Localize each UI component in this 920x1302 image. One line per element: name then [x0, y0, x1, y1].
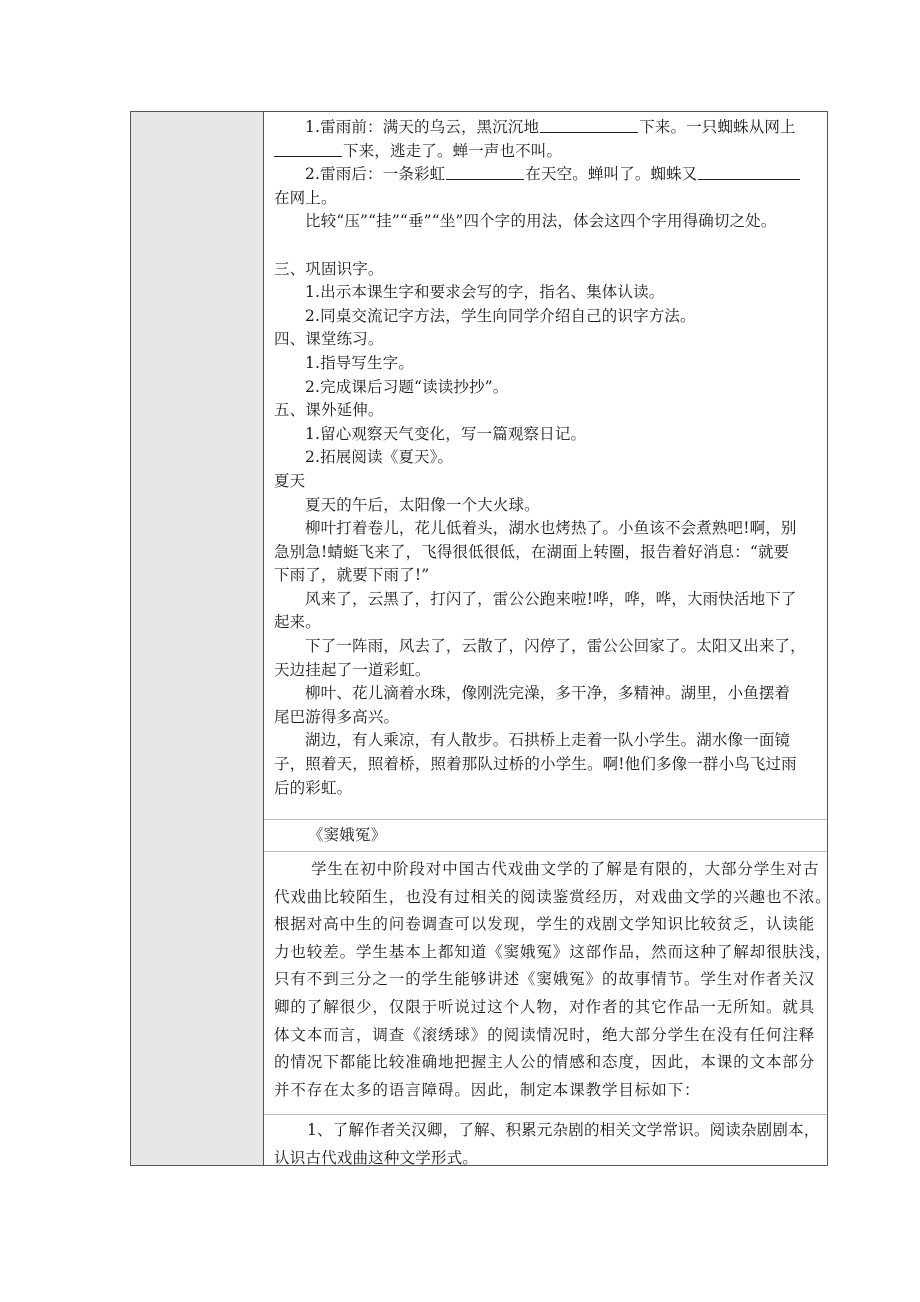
section-5-item-1: 1.留心观察天气变化，写一篇观察日记。 — [305, 424, 587, 443]
analysis-line: 学生在初中阶段对中国古代戏曲文学的了解是有限的，大部分学生对古 — [311, 860, 820, 878]
fill-blank-1[interactable] — [540, 131, 638, 133]
fill-blank-2[interactable] — [274, 155, 342, 157]
section-5-item-2: 2.拓展阅读《夏天》。 — [305, 448, 454, 467]
analysis-paragraph — [274, 856, 832, 1104]
play-title: 《窦娥冤》 — [308, 826, 387, 844]
section-3-heading: 三、巩固识字。 — [274, 259, 384, 278]
summer-line: 子，照着天，照着桥，照着那队过桥的小学生。啊!他们多像一群小鸟飞过雨 — [274, 755, 797, 774]
summer-line: 风来了，云黑了，打闪了，雷公公跑来啦!哗，哗，哗，大雨快活地下了 — [305, 589, 797, 608]
fill-blank-4[interactable] — [698, 178, 800, 180]
summer-line: 湖边，有人乘凉，有人散步。石拱桥上走着一队小学生。湖水像一面镜 — [305, 731, 791, 750]
goal-line: 1、了解作者关汉卿，了解、积累元杂剧的相关文学常识。阅读杂剧剧本， — [307, 1121, 820, 1139]
summer-line: 天边挂起了一道彩虹。 — [274, 660, 431, 679]
text-segment: 下来，逃走了。蝉一声也不叫。 — [343, 141, 563, 160]
goal-line: 认识古代戏曲这种文学形式。 — [274, 1148, 479, 1167]
analysis-line: 根据对高中生的问卷调查可以发现，学生的戏剧文学知识比较贫乏，认读能 — [274, 915, 816, 934]
table-label-column — [131, 112, 264, 1165]
exercise-line-1 — [274, 116, 827, 140]
summer-line: 柳叶打着卷儿，花儿低着头，湖水也烤热了。小鱼该不会煮熟吧!啊，别 — [305, 519, 797, 538]
summer-line: 夏天的午后，太阳像一个大火球。 — [305, 495, 540, 514]
analysis-line: 只有不到三分之一的学生能够讲述《窦娥冤》的故事情节。学生对作者关汉 — [274, 970, 816, 989]
analysis-line: 的情况下都能比较准确地把握主人公的情感和态度，因此，本课的文本部分 — [274, 1053, 816, 1072]
summer-line: 柳叶、花儿滴着水珠，像刚洗完澡，多干净，多精神。湖里，小鱼摆着 — [305, 684, 791, 703]
section-3-item-1: 1.出示本课生字和要求会写的字，指名、集体认读。 — [305, 283, 665, 302]
goals-paragraph — [274, 1117, 819, 1172]
summer-line: 急别急!蜻蜓飞来了，飞得很低很低，在湖面上转圈，报告着好消息：“就要 — [274, 542, 790, 561]
summer-line: 起来。 — [274, 613, 321, 632]
analysis-line: 力也较差。学生基本上都知道《窦娥冤》这部作品，然而这种了解却很肤浅， — [274, 942, 832, 961]
fill-blank-3[interactable] — [446, 178, 524, 180]
row-divider — [264, 819, 827, 820]
analysis-line: 体文本而言，调查《滚绣球》的阅读情况时，绝大部分学生在没有任何注释 — [274, 1025, 816, 1044]
text-segment: 在天空。蝉叫了。蜘蛛又 — [525, 165, 698, 184]
analysis-line: 并不存在太多的语言障碍。因此，制定本课教学目标如下： — [274, 1080, 701, 1099]
section-4-item-2: 2.完成课后习题“读读抄抄”。 — [305, 377, 509, 396]
text-segment: 1.雷雨前：满天的乌云，黑沉沉地 — [305, 118, 540, 136]
summer-line: 后的彩虹。 — [274, 778, 353, 797]
summer-title: 夏天 — [274, 471, 306, 490]
exercise-line-3 — [274, 163, 827, 187]
summer-line: 下了一阵雨，风去了，云散了，闪停了，雷公公回家了。太阳又出来了， — [305, 637, 806, 656]
analysis-line: 代戏曲比较陌生，也没有过相关的阅读鉴赏经历，对戏曲文学的兴趣也不浓。 — [274, 887, 832, 906]
comparison-line: 比较“压”“挂”“垂”“坐”四个字的用法，体会这四个字用得确切之处。 — [305, 212, 777, 231]
row-divider — [264, 1114, 827, 1115]
spacer — [274, 234, 827, 258]
section-5-heading: 五、课外延伸。 — [274, 401, 384, 420]
summer-line: 下雨了，就要下雨了!” — [274, 566, 430, 585]
section-3-item-2: 2.同桌交流记字方法，学生向同学介绍自己的识字方法。 — [305, 306, 696, 325]
table-content-cell — [264, 112, 832, 1167]
exercise-line-2 — [274, 140, 827, 164]
section-4-heading: 四、课堂练习。 — [274, 330, 384, 349]
text-segment: 2.雷雨后：一条彩虹 — [305, 165, 446, 184]
row-divider — [264, 851, 827, 852]
lesson-table — [130, 111, 832, 1167]
section-4-item-1: 1.指导写生字。 — [305, 353, 414, 372]
analysis-line: 卿的了解很少，仅限于听说过这个人物，对作者的其它作品一无所知。就具 — [274, 997, 816, 1016]
text-segment: 下来。一只蜘蛛从网上 — [639, 118, 796, 136]
exercise-line-4: 在网上。 — [274, 188, 337, 207]
summer-line: 尾巴游得多高兴。 — [274, 707, 400, 726]
